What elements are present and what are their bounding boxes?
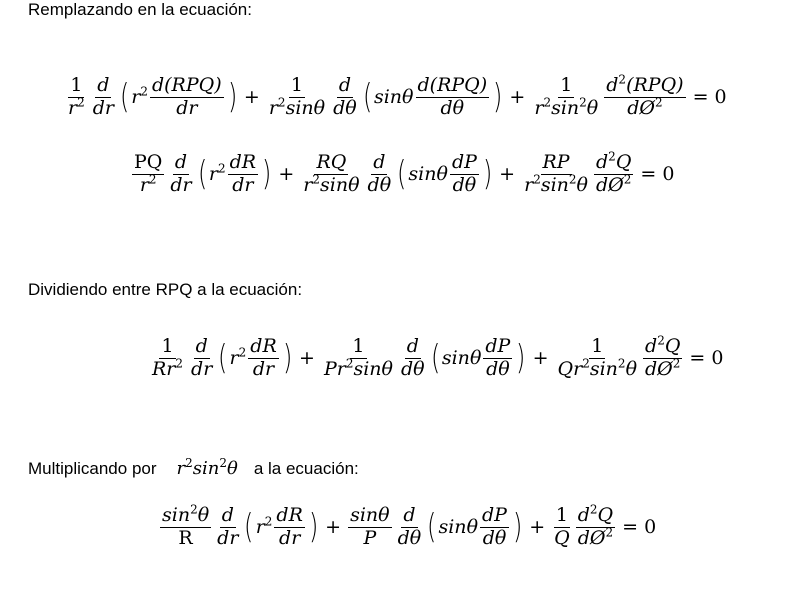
eq3-frac-d-dtheta: $\frac{d}{d\theta}$: [400, 335, 425, 380]
eq4-frac-1-Q: $\frac{1}{Q}$: [554, 504, 570, 549]
eq2-frac-d2q-dphi2: $\frac{d^2Q}{dØ^2}$: [596, 149, 632, 196]
eq4-frac-sin-P: $\frac{\sin\theta}{P}$: [350, 504, 390, 549]
equation-2: $\frac{PQ}{r^2}$ $\frac{d}{dr}$ ( $r^2$ $\frac{dR}{dr}$ ) + $\frac{RQ}{r^2\sin\theta}$ $\frac{d}{d\theta}$ ( sinθ $\frac{dP}{d\theta}$ ) + $\frac{RP}{r^2\sin^2\theta}$ $\frac{d^2Q}{dØ^2}$ = 0: [134, 149, 675, 196]
label-multiplicando-suffix: a la ecuación:: [253, 459, 359, 478]
eq2-frac-rq-r2sin: $\frac{RQ}{r^2\sin\theta}$: [303, 151, 360, 196]
eq4-frac-dR-dr: $\frac{dR}{dr}$: [276, 504, 303, 549]
eq2-frac-pq-r2: $\frac{PQ}{r^2}$: [134, 151, 163, 196]
eq3-frac-dP-dtheta: $\frac{dP}{d\theta}$: [485, 335, 511, 380]
label-dividiendo: Dividiendo entre RPQ a la ecuación:: [28, 280, 303, 299]
eq2-frac-dP-dtheta: $\frac{dP}{d\theta}$: [451, 151, 477, 196]
eq4-frac-dP-dtheta: $\frac{dP}{d\theta}$: [482, 504, 507, 549]
equation-4: $\frac{\sin^2\theta}{R}$ $\frac{d}{dr}$ ( $r^2$ $\frac{dR}{dr}$ ) + $\frac{\sin\theta}{P}$ $\frac{d}{d\theta}$ ( sinθ $\frac{dP}{d\theta}$ ) + $\frac{1}{Q}$ $\frac{d^2Q}{dØ^2}$ = 0: [162, 502, 657, 549]
equation-3: $\frac{1}{Rr^2}$ $\frac{d}{dr}$ ( $r^2$ $\frac{dR}{dr}$ ) + $\frac{1}{Pr^2\sin\theta}$ $\frac{d}{d\theta}$ ( sinθ $\frac{dP}{d\theta}$ ) + $\frac{1}{Qr^2\sin^2\theta}$ $\frac{d^2Q}{dØ^2}$ = 0: [152, 333, 724, 380]
eq3-frac-1-Rr2: $\frac{1}{Rr^2}$: [152, 335, 184, 380]
label-multiplicando: [28, 458, 359, 479]
eq3-frac-d2q-dphi2: $\frac{d^2Q}{dØ^2}$: [645, 333, 681, 380]
eq4-frac-sin2-R: $\frac{\sin^2\theta}{R}$: [162, 502, 210, 549]
eq1-frac-d2rpq-dphi2: $\frac{d^2(RPQ)}{dØ^2}$: [606, 72, 684, 119]
eq1-frac-drpq-dtheta: $\frac{\text{d(RPQ)}}{d\theta}$: [417, 74, 488, 119]
eq3-frac-d-dr: $\frac{d}{dr}$: [191, 335, 213, 380]
eq1-frac-d-dtheta: $\frac{d}{d\theta}$: [333, 74, 357, 119]
eq2-frac-rp-r2sin2: $\frac{RP}{r^2\sin^2\theta}$: [524, 151, 588, 196]
eq4-frac-d-dr: $\frac{d}{dr}$: [217, 504, 239, 549]
eq4-frac-d-dtheta: $\frac{d}{d\theta}$: [397, 504, 422, 549]
label-remplazando: Remplazando en la ecuación:: [28, 0, 252, 19]
label-multiplicando-prefix: Multiplicando por: [28, 459, 157, 478]
eq2-frac-d-dr: $\frac{d}{dr}$: [170, 151, 192, 196]
eq3-frac-dR-dr: $\frac{dR}{dr}$: [250, 335, 277, 380]
equation-1: $\frac{1}{r^2}$ $\frac{d}{dr}$ ( $r^2$ $\frac{\text{d(RPQ)}}{dr}$ ) + $\frac{1}{r^2\sin\theta}$ $\frac{d}{d\theta}$ ( sinθ $\frac{\text{d(RPQ)}}{d\theta}$ ) + $\frac{1}{r^2\sin^2\theta}$ $\frac{d^2(RPQ)}{dØ^2}$ = 0: [68, 72, 727, 119]
eq1-frac-drpq-dr: $\frac{\text{d(RPQ)}}{dr}$: [151, 74, 222, 119]
eq4-frac-d2q-dphi2: $\frac{d^2Q}{dØ^2}$: [577, 502, 614, 549]
eq3-frac-1-Pr2sin: $\frac{1}{Pr^2\sin\theta}$: [323, 335, 393, 380]
eq1-frac-1-over-r2sin2: $\frac{1}{r^2\sin^2\theta}$: [534, 74, 599, 119]
eq1-frac-1-over-r2: $\frac{1}{r^2}$: [68, 74, 85, 119]
eq1-frac-1-over-r2sin: $\frac{1}{r^2\sin\theta}$: [268, 74, 326, 119]
eq2-frac-dR-dr: $\frac{dR}{dr}$: [229, 151, 257, 196]
eq2-frac-d-dtheta: $\frac{d}{d\theta}$: [367, 151, 392, 196]
eq3-frac-1-Qr2sin2: $\frac{1}{Qr^2\sin^2\theta}$: [557, 335, 638, 380]
multiplier-expression: $r^2\sin^2\theta$: [176, 456, 238, 479]
eq1-frac-d-dr: $\frac{d}{dr}$: [92, 74, 114, 119]
